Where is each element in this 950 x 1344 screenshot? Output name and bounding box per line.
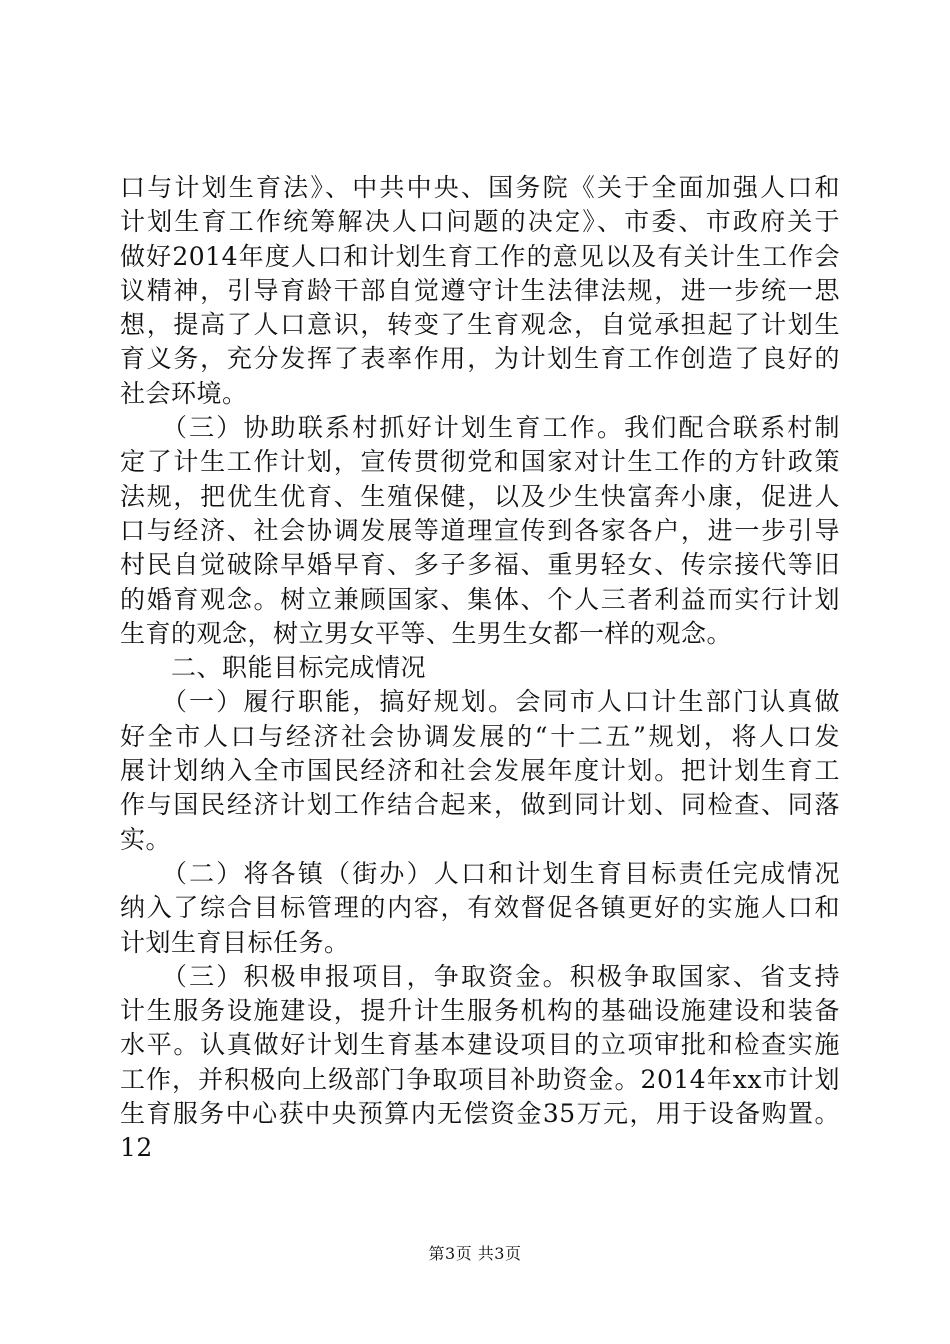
text-line-28: 生育服务中心获中央预算内无偿资金35万元，用于设备购置。 [120,1099,840,1129]
text-line-13: 的婚育观念。树立兼顾国家、集体、个人三者利益而实行计划 [120,584,840,614]
document-body [120,171,840,1166]
text-line-6: 育义务，充分发挥了表率作用，为计划生育工作创造了良好的 [120,344,840,374]
text-line-9: 定了计生工作计划，宣传贯彻党和国家对计生工作的方针政策 [120,447,840,477]
text-line-4: 议精神，引导育龄干部自觉遵守计生法律法规，进一步统一思 [120,275,840,305]
text-line-21: （二）将各镇（街办）人口和计划生育目标责任完成情况 [120,858,840,888]
text-line-2: 计划生育工作统筹解决人口问题的决定》、市委、市政府关于 [120,207,840,237]
text-line-26: 水平。认真做好计划生育基本建设项目的立项审批和检查实施 [120,1030,840,1060]
text-line-25: 计生服务设施建设，提升计生服务机构的基础设施建设和装备 [120,996,840,1026]
text-line-16: （一）履行职能，搞好规划。会同市人口计生部门认真做 [120,687,840,717]
text-line-27: 工作，并积极向上级部门争取项目补助资金。2014年xx市计划 [120,1064,840,1094]
text-line-20: 实。 [120,824,172,854]
text-line-11: 口与经济、社会协调发展等道理宣传到各家各户，进一步引导 [120,515,840,545]
text-line-3: 做好2014年度人口和计划生育工作的意见以及有关计生工作会 [120,241,840,271]
text-line-23: 计划生育目标任务。 [120,927,350,957]
page-footer: 第3页 共3页 [428,1244,522,1263]
section-heading: 二、职能目标完成情况 [120,653,427,683]
text-line-18: 展计划纳入全市国民经济和社会发展年度计划。把计划生育工 [120,756,840,786]
text-line-10: 法规，把优生优育、生殖保健，以及少生快富奔小康，促进人 [120,481,840,511]
text-line-24: （三）积极申报项目，争取资金。积极争取国家、省支持 [120,961,840,991]
text-line-17: 好全市人口与经济社会协调发展的“十二五”规划，将人口发 [120,721,840,751]
text-line-8: （三）协助联系村抓好计划生育工作。我们配合联系村制 [120,413,840,443]
text-line-19: 作与国民经济计划工作结合起来，做到同计划、同检查、同落 [120,790,840,820]
text-line-5: 想，提高了人口意识，转变了生育观念，自觉承担起了计划生 [120,310,840,340]
text-line-29: 12 [120,1133,153,1163]
text-line-7: 社会环境。 [120,378,248,408]
text-line-14: 生育的观念，树立男女平等、生男生女都一样的观念。 [120,618,733,648]
text-line-22: 纳入了综合目标管理的内容，有效督促各镇更好的实施人口和 [120,893,840,923]
text-line-1: 口与计划生育法》、中共中央、国务院《关于全面加强人口和 [120,173,840,202]
text-line-12: 村民自觉破除早婚早育、多子多福、重男轻女、传宗接代等旧 [120,550,840,580]
